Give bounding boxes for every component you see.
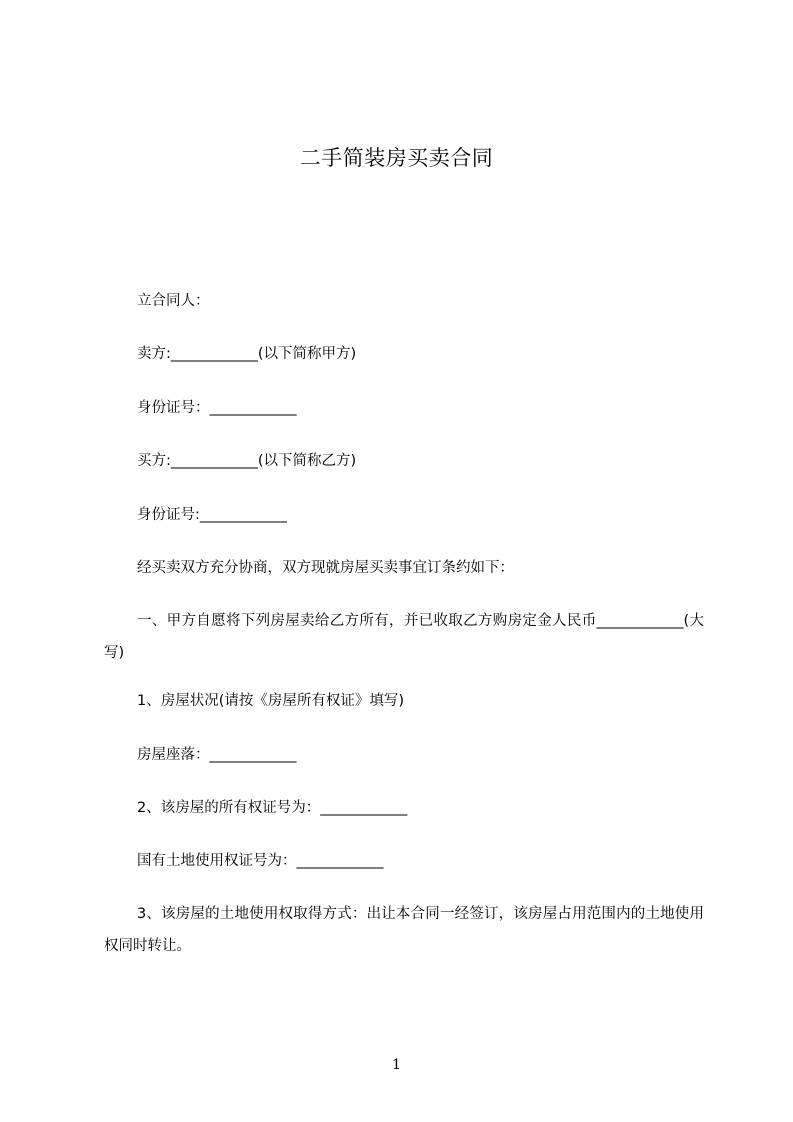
document-title: 二手简装房买卖合同	[299, 146, 494, 170]
intro-line: 经买卖双方充分协商，双方现就房屋买卖事宜订条约如下：	[137, 560, 514, 576]
item-3-paragraph: 3、该房屋的土地使用权取得方式：出让本合同一经签订，该房屋占用范围内的土地使用权同时转让。	[104, 906, 704, 954]
page-number: 1	[392, 1057, 401, 1073]
buyer-id-line: 身份证号:____________	[137, 507, 287, 523]
land-cert-line: 国有土地使用权证号为：____________	[137, 853, 384, 869]
location-line: 房屋座落：____________	[137, 747, 297, 763]
seller-id-line: 身份证号：____________	[137, 400, 297, 416]
parties-label: 立合同人：	[137, 293, 210, 309]
item-1-line: 1、房屋状况(请按《房屋所有权证》填写)	[137, 693, 405, 709]
clause-1-paragraph: 一、甲方自愿将下列房屋卖给乙方所有，并已收取乙方购房定金人民币____________(大写)	[104, 613, 704, 661]
item-2-line: 2、该房屋的所有权证号为：____________	[137, 800, 408, 816]
seller-line: 卖方:____________(以下简称甲方)	[137, 346, 357, 362]
buyer-line: 买方:____________(以下简称乙方)	[137, 453, 357, 469]
